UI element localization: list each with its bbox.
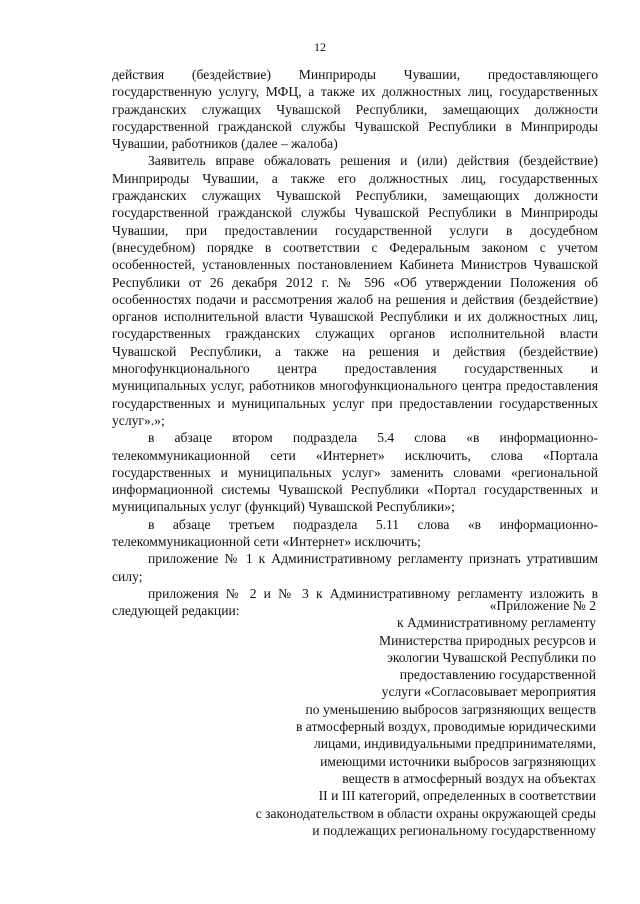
paragraph-continuation: действия (бездействие) Минприроды Чувашии, предоставляющего государственную услугу, МФЦ, а также их должностных лиц, государственных гражданских служащих Чувашской Республики, замещающих должности государственной гражданской службы Чувашской Республики в Минприроды Чувашии, работников (далее – жалоба): [112, 67, 598, 152]
appendix-line: веществ в атмосферный воздух на объектах: [342, 770, 596, 786]
appendix-line: услуги «Согласовывает мероприятия: [381, 684, 596, 700]
paragraph-amend-5-4: в абзаце втором подраздела 5.4 слова «в информационно-телекоммуникационной сети «Интернет» исключить, слова «Портала государственных и муниципальных услуг» заменить словами «региональной информационной системы Чувашской Республики «Портал государственных и муниципальных услуг (функций) Чувашской Республики»;: [112, 430, 598, 515]
appendix-line: II и III категорий, определенных в соответствии: [318, 788, 596, 804]
appendix-line: по уменьшению выбросов загрязняющих веществ: [305, 701, 596, 717]
appendix-line: предоставлению государственной: [399, 667, 596, 683]
appendix-line: «Приложение № 2: [489, 598, 596, 613]
paragraph-amend-5-11: в абзаце третьем подраздела 5.11 слова «в информационно-телекоммуникационной сети «Интернет» исключить;: [112, 516, 598, 550]
paragraph-appeal-right: Заявитель вправе обжаловать решения и (или) действия (бездействие) Минприроды Чувашии, а также его должностных лиц, государственных гражданских служащих Чувашской Республики, замещающих должности государственной гражданской службы Чувашской Республики в Минприроды Чувашии, при предоставлении государственной услуги в досудебном (внесудебном) порядке в соответствии с Федеральным законом с учетом особенностей, установленных постановлением Кабинета Министров Чувашской Республики от 26 декабря 2012 г. № 596 «Об утверждении Положения об особенностях подачи и рассмотрения жалоб на решения и действия (бездействие) органов исполнительной власти Чувашской Республики и их должностных лиц, государственных гражданских служащих органов исполнительной власти Чувашской Республики, а также на решения и действия (бездействие) многофункционального центра предоставления государственных и муниципальных услуг, работников многофункционального центра предоставления государственных и муниципальных услуг при предоставлении государственных услуг».»;: [112, 153, 598, 428]
page-number: 12: [314, 40, 326, 54]
appendix-line: с законодательством в области охраны окружающей среды: [255, 805, 596, 821]
appendix-line: Министерства природных ресурсов и: [379, 632, 596, 648]
appendix-line: к Административному регламенту: [396, 615, 596, 631]
appendix-line: лицами, индивидуальными предпринимателями,: [313, 736, 596, 752]
paragraph-annex-1-void: приложение № 1 к Административному регламенту признать утратившим силу;: [112, 551, 598, 584]
document-body: [112, 66, 598, 620]
paragraph-annex-2-3-new: приложения № 2 и № 3 к Административному регламенту изложить в следующей редакции:: [112, 585, 598, 619]
appendix-line: и подлежащих региональному государственному: [312, 822, 596, 838]
appendix-line: имеющими источники выбросов загрязняющих: [320, 753, 596, 769]
appendix-header: [216, 597, 596, 839]
appendix-line: экологии Чувашской Республики по: [387, 649, 596, 665]
appendix-line: в атмосферный воздух, проводимые юридическими: [295, 719, 596, 735]
